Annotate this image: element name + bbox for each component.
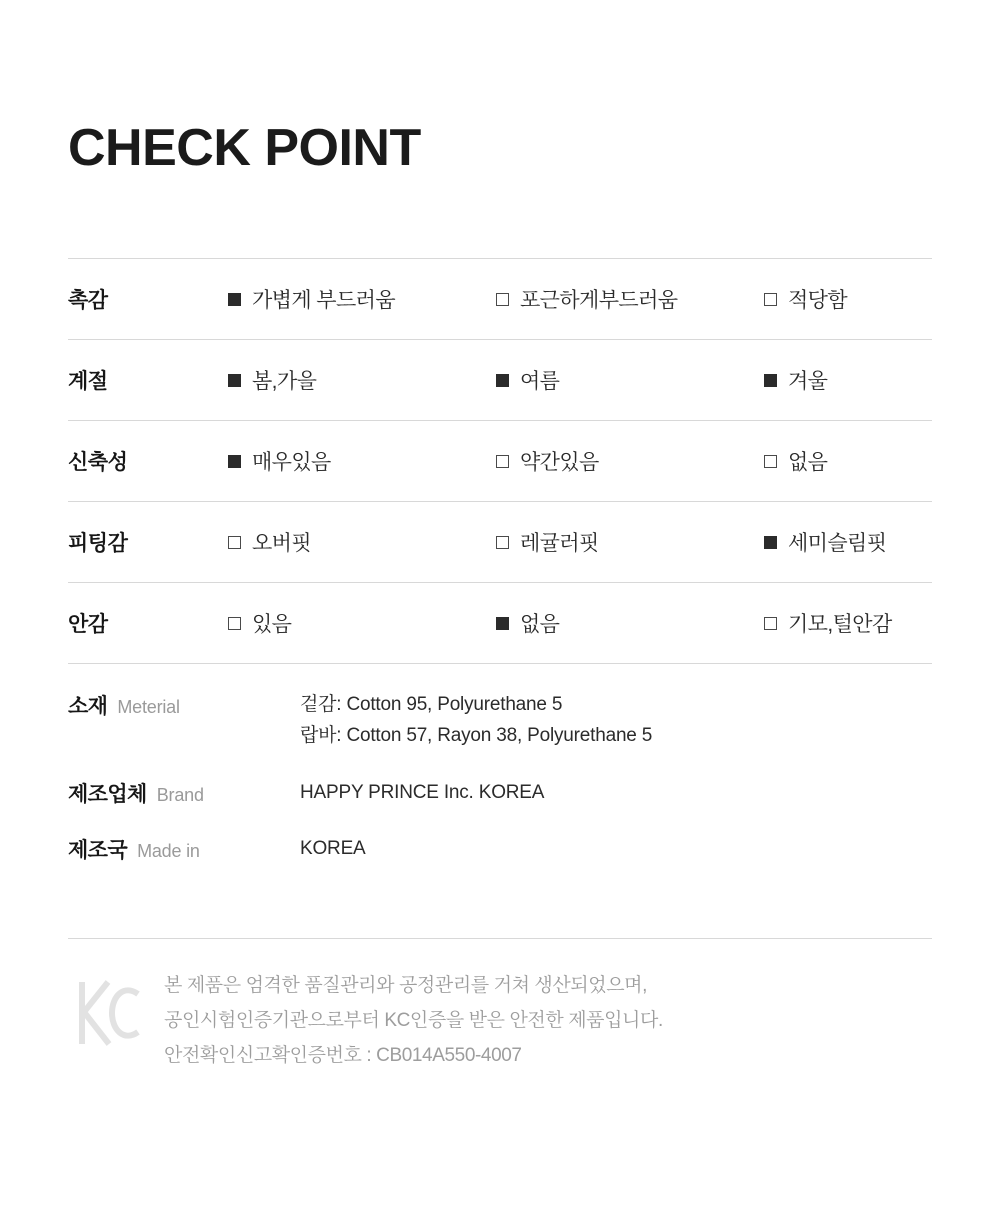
spec-key-brand xyxy=(68,778,300,808)
check-point-table xyxy=(68,258,932,664)
option-fit-1[interactable] xyxy=(228,502,496,583)
spec-value-line: 랍바: Cotton 57, Rayon 38, Polyurethane 5 xyxy=(300,724,653,746)
option-touch-1[interactable] xyxy=(228,259,496,340)
option-touch-3[interactable] xyxy=(764,259,932,340)
option-label: 겨울 xyxy=(788,370,828,393)
option-season-1[interactable] xyxy=(228,340,496,421)
option-label: 없음 xyxy=(520,613,560,636)
checkbox-icon[interactable] xyxy=(764,374,777,387)
checkbox-icon[interactable] xyxy=(764,293,777,306)
row-label-season: 계절 xyxy=(68,370,108,393)
table-row xyxy=(68,259,932,340)
spec-key-en: Brand xyxy=(156,784,204,805)
option-label: 세미슬림핏 xyxy=(788,532,887,555)
option-stretch-1[interactable] xyxy=(228,421,496,502)
option-label: 여름 xyxy=(520,370,560,393)
kc-notice xyxy=(68,968,932,1073)
spec-key-ko: 제조국 xyxy=(68,839,128,863)
row-label-fit: 피팅감 xyxy=(68,532,128,555)
spec-key-ko: 소재 xyxy=(68,695,108,718)
table-row xyxy=(68,583,932,664)
kc-notice-line: 공인시험인증기관으로부터 KC인증을 받은 안전한 제품입니다. xyxy=(164,1010,663,1032)
page-title: CHECK POINT xyxy=(68,119,421,177)
spec-key-ko: 제조업체 xyxy=(68,782,147,806)
row-label-lining: 안감 xyxy=(68,613,108,636)
kc-notice-line: 본 제품은 엄격한 품질관리와 공정관리를 거쳐 생산되었으며, xyxy=(164,975,648,996)
spec-list xyxy=(68,690,932,891)
spec-value-line: 겉감: Cotton 95, Polyurethane 5 xyxy=(300,694,563,715)
checkbox-icon[interactable] xyxy=(496,536,509,549)
table-row xyxy=(68,502,932,583)
kc-certification-logo-icon xyxy=(68,968,164,1057)
option-label: 가볍게 부드러움 xyxy=(252,289,396,312)
checkbox-icon[interactable] xyxy=(228,374,241,387)
spec-value-made-in xyxy=(300,834,366,865)
spec-row-brand xyxy=(68,778,932,809)
option-label: 오버핏 xyxy=(252,532,312,555)
checkbox-icon[interactable] xyxy=(764,536,777,549)
option-stretch-3[interactable] xyxy=(764,421,932,502)
check-point-table-body xyxy=(68,259,932,664)
spec-value-material xyxy=(300,690,652,752)
option-label: 매우있음 xyxy=(252,451,331,474)
table-row xyxy=(68,421,932,502)
option-label: 없음 xyxy=(788,451,828,474)
checkbox-icon[interactable] xyxy=(228,293,241,306)
option-label: 기모,털안감 xyxy=(788,613,892,636)
option-label: 적당함 xyxy=(788,289,848,312)
option-fit-2[interactable] xyxy=(496,502,764,583)
section-divider xyxy=(68,938,932,939)
checkbox-icon[interactable] xyxy=(496,617,509,630)
option-season-2[interactable] xyxy=(496,340,764,421)
kc-notice-line: 안전확인신고확인증번호 : CB014A550-4007 xyxy=(164,1045,522,1067)
spec-key-en: Made in xyxy=(137,841,200,862)
option-lining-1[interactable] xyxy=(228,583,496,664)
checkbox-icon[interactable] xyxy=(496,293,509,306)
spec-value-line: HAPPY PRINCE Inc. KOREA xyxy=(300,781,545,803)
option-lining-3[interactable] xyxy=(764,583,932,664)
option-lining-2[interactable] xyxy=(496,583,764,664)
option-label: 약간있음 xyxy=(520,451,599,474)
checkbox-icon[interactable] xyxy=(764,455,777,468)
option-stretch-2[interactable] xyxy=(496,421,764,502)
spec-row-material xyxy=(68,690,932,752)
option-touch-2[interactable] xyxy=(496,259,764,340)
checkbox-icon[interactable] xyxy=(496,374,509,387)
spec-value-brand xyxy=(300,778,544,809)
spec-key-made-in xyxy=(68,834,300,864)
spec-key-material xyxy=(68,690,300,720)
spec-value-line: KOREA xyxy=(300,838,366,860)
option-season-3[interactable] xyxy=(764,340,932,421)
option-label: 포근하게부드러움 xyxy=(520,289,678,312)
option-fit-3[interactable] xyxy=(764,502,932,583)
option-label: 봄,가을 xyxy=(252,370,317,393)
checkbox-icon[interactable] xyxy=(228,617,241,630)
spec-key-en: Meterial xyxy=(117,697,180,717)
checkbox-icon[interactable] xyxy=(228,455,241,468)
option-label: 레귤러핏 xyxy=(520,532,599,555)
spec-row-made-in xyxy=(68,834,932,865)
row-label-stretch: 신축성 xyxy=(68,451,128,474)
checkbox-icon[interactable] xyxy=(228,536,241,549)
row-label-touch: 촉감 xyxy=(68,289,108,312)
checkbox-icon[interactable] xyxy=(764,617,777,630)
kc-notice-text xyxy=(164,968,663,1073)
option-label: 있음 xyxy=(252,613,292,636)
table-row xyxy=(68,340,932,421)
checkbox-icon[interactable] xyxy=(496,455,509,468)
